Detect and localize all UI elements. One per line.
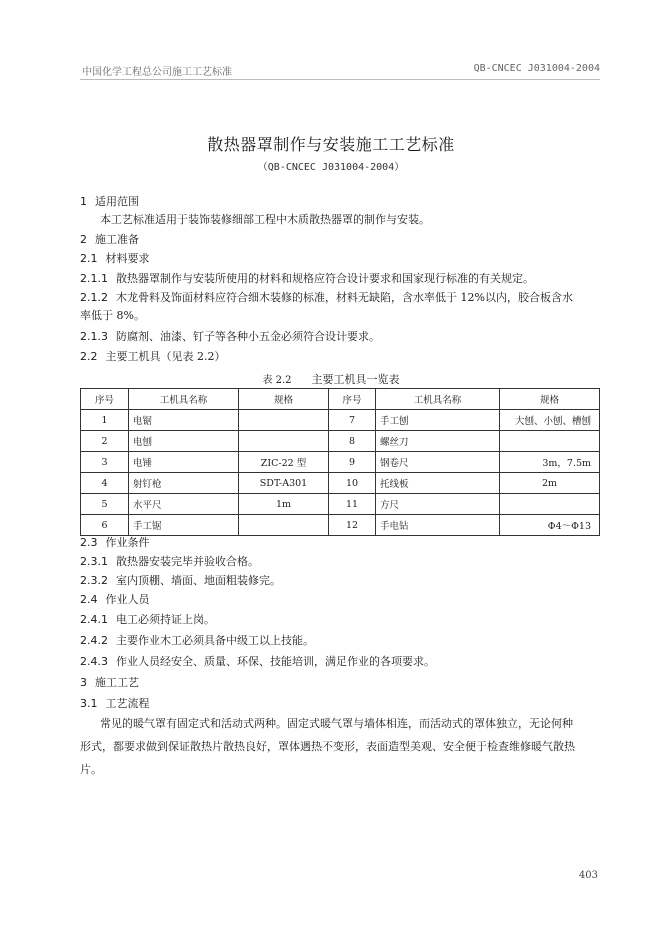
clause-2-1-1 bbox=[80, 272, 600, 286]
tools-table bbox=[80, 388, 600, 536]
table-cell: 手工刨 bbox=[376, 410, 500, 431]
section-2-1-heading bbox=[80, 252, 600, 266]
section-number: 3 bbox=[80, 676, 87, 689]
clause-number: 2.4.2 bbox=[80, 634, 108, 647]
section-title: 主要工机具 bbox=[105, 350, 161, 363]
table-cell bbox=[239, 431, 329, 452]
table-cell: 1 bbox=[81, 410, 129, 431]
table-cell bbox=[500, 431, 600, 452]
column-header: 规格 bbox=[500, 389, 600, 410]
section-3-heading bbox=[80, 676, 600, 690]
table-cell: 7 bbox=[329, 410, 376, 431]
clause-text: 防腐剂、油漆、钉子等各种小五金必须符合设计要求。 bbox=[116, 330, 380, 343]
section-number: 3.1 bbox=[80, 697, 98, 710]
clause-text: 木龙骨料及饰面材料应符合细木装修的标准，材料无缺陷，含水率低于 12%以内，胶合板含水 bbox=[116, 291, 573, 304]
section-2-4-heading bbox=[80, 593, 600, 607]
table-cell: 1m bbox=[239, 494, 329, 515]
table-row bbox=[81, 473, 600, 494]
table-cell: ZIC-22 型 bbox=[239, 452, 329, 473]
table-row bbox=[81, 515, 600, 536]
section-1-heading bbox=[80, 195, 600, 209]
table-cell: 5 bbox=[81, 494, 129, 515]
section-1-text: 本工艺标准适用于装饰装修细部工程中木质散热器罩的制作与安装。 bbox=[100, 213, 430, 226]
table-header-row bbox=[81, 389, 600, 410]
section-title: 材料要求 bbox=[105, 252, 150, 265]
clause-2-1-3 bbox=[80, 330, 600, 344]
column-header: 序号 bbox=[329, 389, 376, 410]
clause-number: 2.1.3 bbox=[80, 330, 108, 343]
document-code: （QB-CNCEC J031004-2004） bbox=[257, 162, 405, 173]
section-2-2-heading bbox=[80, 350, 600, 364]
table-cell: 8 bbox=[329, 431, 376, 452]
column-header: 规格 bbox=[239, 389, 329, 410]
table-cell: 3m，7.5m bbox=[500, 452, 600, 473]
column-header: 工机具名称 bbox=[376, 389, 500, 410]
table-cell bbox=[239, 410, 329, 431]
table-cell: 手工锯 bbox=[129, 515, 239, 536]
paragraph-3-1-line-3: 片。 bbox=[80, 763, 102, 776]
table-cell: 射钉枪 bbox=[129, 473, 239, 494]
table-cell: 电锤 bbox=[129, 452, 239, 473]
clause-text: 散热器安装完毕并验收合格。 bbox=[116, 555, 259, 568]
clause-2-1-2-continued: 率低于 8%。 bbox=[80, 309, 145, 322]
table-cell: 手电钻 bbox=[376, 515, 500, 536]
table-cell: 4 bbox=[81, 473, 129, 494]
paragraph-3-1-line-2: 形式，都要求做到保证散热片散热良好，罩体遇热不变形，表面造型美观、安全便于检查维修暖气散热 bbox=[80, 740, 575, 753]
section-title: 工艺流程 bbox=[105, 697, 150, 710]
column-header: 工机具名称 bbox=[129, 389, 239, 410]
running-header-left: 中国化学工程总公司施工工艺标准 bbox=[82, 67, 232, 78]
running-header-right: QB-CNCEC J031004-2004 bbox=[473, 63, 600, 74]
table-cell: 大刨、小刨、槽刨 bbox=[500, 410, 600, 431]
table-cell: 6 bbox=[81, 515, 129, 536]
table-title: 主要工机具一览表 bbox=[311, 373, 400, 386]
table-cell: 电锯 bbox=[129, 410, 239, 431]
section-note: （见表 2.2） bbox=[160, 350, 226, 363]
section-number: 2.3 bbox=[80, 536, 98, 549]
table-cell: 11 bbox=[329, 494, 376, 515]
table-cell: SDT-A301 bbox=[239, 473, 329, 494]
clause-text: 作业人员经安全、质量、环保、技能培训，满足作业的各项要求。 bbox=[116, 655, 435, 668]
table-cell: 10 bbox=[329, 473, 376, 494]
table-cell: 3 bbox=[81, 452, 129, 473]
page-number: 403 bbox=[578, 870, 598, 881]
table-cell: 电刨 bbox=[129, 431, 239, 452]
section-title: 作业人员 bbox=[105, 593, 150, 606]
table-cell: 托线板 bbox=[376, 473, 500, 494]
header-rule bbox=[80, 79, 600, 80]
paragraph-3-1-line-1: 常见的暖气罩有固定式和活动式两种。固定式暖气罩与墙体相连，而活动式的罩体独立，无论何种 bbox=[100, 717, 573, 730]
column-header: 序号 bbox=[81, 389, 129, 410]
section-title: 施工准备 bbox=[95, 233, 139, 246]
section-number: 2.1 bbox=[80, 252, 98, 265]
table-cell bbox=[500, 494, 600, 515]
table-caption bbox=[0, 371, 662, 387]
table-row bbox=[81, 431, 600, 452]
table-row bbox=[81, 494, 600, 515]
table-cell: 水平尺 bbox=[129, 494, 239, 515]
section-2-3-heading bbox=[80, 536, 600, 550]
clause-number: 2.3.2 bbox=[80, 574, 108, 587]
table-cell: 12 bbox=[329, 515, 376, 536]
clause-number: 2.1.1 bbox=[80, 272, 108, 285]
clause-2-4-2 bbox=[80, 634, 600, 648]
table-number: 表 2.2 bbox=[262, 375, 292, 386]
table-cell: 方尺 bbox=[376, 494, 500, 515]
section-title: 适用范围 bbox=[95, 195, 139, 208]
section-title: 作业条件 bbox=[105, 536, 150, 549]
clause-text: 主要作业木工必须具备中级工以上技能。 bbox=[116, 634, 314, 647]
section-3-1-heading bbox=[80, 697, 600, 711]
table-row bbox=[81, 410, 600, 431]
clause-number: 2.1.2 bbox=[80, 291, 108, 304]
clause-number: 2.4.1 bbox=[80, 613, 108, 626]
clause-2-3-2 bbox=[80, 574, 600, 588]
clause-number: 2.3.1 bbox=[80, 555, 108, 568]
table-cell: 钢卷尺 bbox=[376, 452, 500, 473]
section-2-heading bbox=[80, 233, 600, 247]
clause-2-4-3 bbox=[80, 655, 600, 669]
table-cell: 螺丝刀 bbox=[376, 431, 500, 452]
section-number: 2.2 bbox=[80, 350, 98, 363]
table-row bbox=[81, 452, 600, 473]
clause-number: 2.4.3 bbox=[80, 655, 108, 668]
clause-2-4-1 bbox=[80, 613, 600, 627]
table-cell: 9 bbox=[329, 452, 376, 473]
table-cell: Φ4～Φ13 bbox=[500, 515, 600, 536]
section-number: 1 bbox=[80, 195, 87, 208]
section-number: 2.4 bbox=[80, 593, 98, 606]
section-title: 施工工艺 bbox=[95, 676, 139, 689]
clause-text: 电工必须持证上岗。 bbox=[116, 613, 215, 626]
clause-text: 散热器罩制作与安装所使用的材料和规格应符合设计要求和国家现行标准的有关规定。 bbox=[116, 272, 534, 285]
clause-text: 室内顶棚、墙面、地面粗装修完。 bbox=[116, 574, 281, 587]
table-cell: 2 bbox=[81, 431, 129, 452]
clause-2-1-2 bbox=[80, 291, 600, 305]
document-title: 散热器罩制作与安装施工工艺标准 bbox=[207, 135, 455, 154]
table-cell bbox=[239, 515, 329, 536]
clause-2-3-1 bbox=[80, 555, 600, 569]
section-number: 2 bbox=[80, 233, 87, 246]
table-cell: 2m bbox=[500, 473, 600, 494]
